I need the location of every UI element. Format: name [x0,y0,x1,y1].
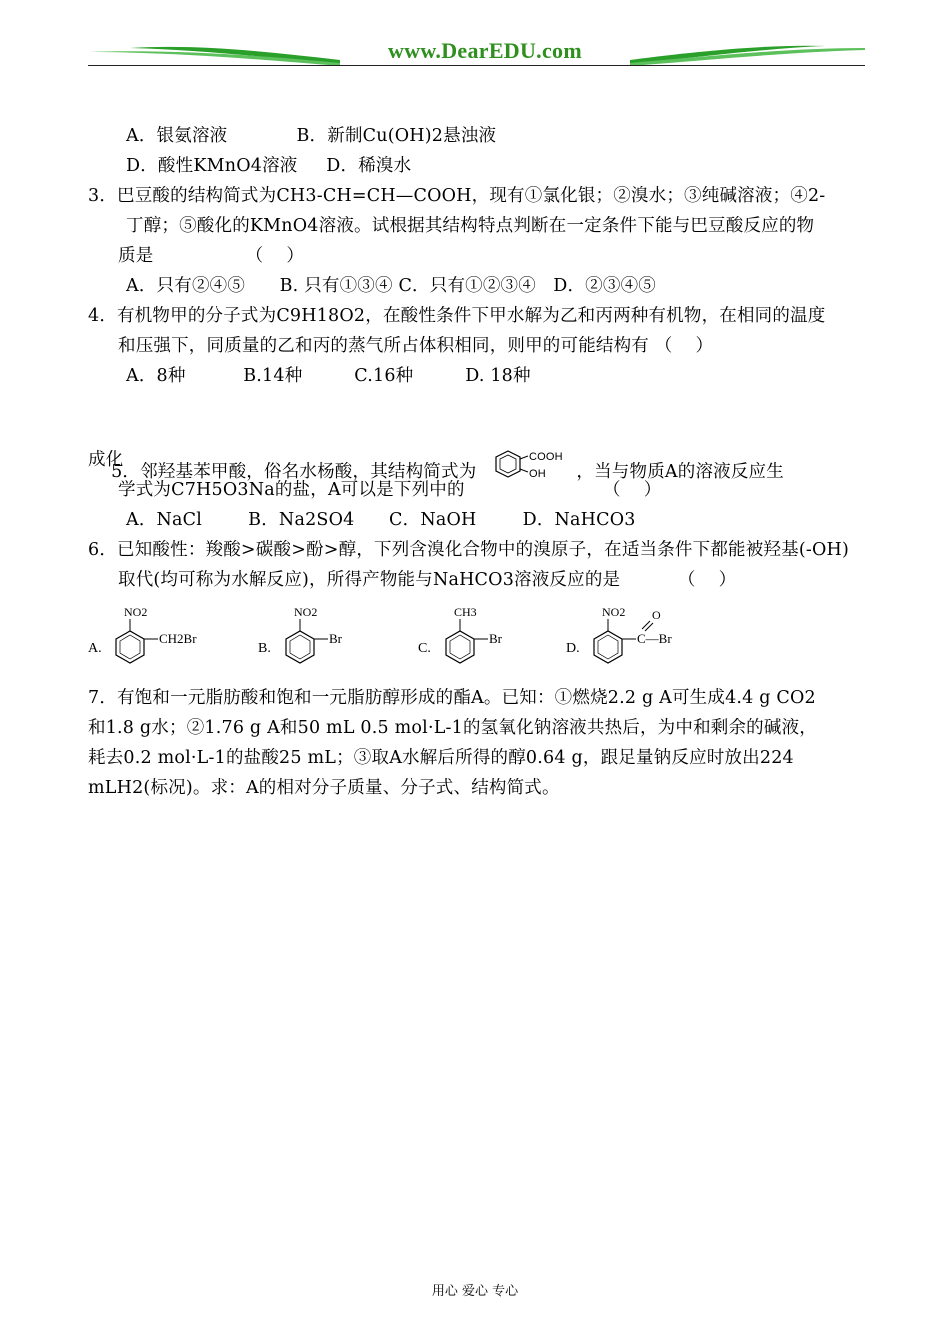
q2-options-cd: D．酸性KMnO4溶液 D．稀溴水 [126,156,412,176]
svg-text:NO2: NO2 [294,605,318,619]
svg-text:C—Br: C—Br [637,631,672,646]
q7-line-4: mLH2(标况)。求：A的相对分子质量、分子式、结构简式。 [88,778,560,798]
q2-options-ab: A．银氨溶液 B．新制Cu(OH)2悬浊液 [126,126,497,146]
q4-line-1: 4．有机物甲的分子式为C9H18O2，在酸性条件下甲水解为乙和丙两种有机物，在相同的温度 [88,306,826,326]
option-c-structure [418,599,548,679]
salicylic-acid-icon [476,447,576,491]
option-b-structure [258,599,388,679]
page-header [90,30,865,75]
svg-text:NO2: NO2 [602,605,626,619]
svg-text:CH2Br: CH2Br [159,631,197,646]
q5-options: A．NaCl B．Na2SO4 C．NaOH D．NaHCO3 [126,510,636,530]
svg-text:B.: B. [258,641,271,656]
benzyl-bromide-icon [88,599,228,679]
q6-structure-options [88,599,863,683]
svg-text:CH3: CH3 [454,605,477,619]
site-logo: www.DearEDU.com [388,38,582,63]
svg-text:C.: C. [418,641,431,656]
bromotoluene-icon [418,599,548,679]
q7-line-1: 7．有饱和一元脂肪酸和饱和一元脂肪醇形成的酯A。已知：①燃烧2.2 g A可生成4.4 g CO2 [88,688,816,708]
q5-text-b: ，当与物质A的溶液反应生 [576,462,784,482]
q5-text-a: 5．邻羟基苯甲酸，俗名水杨酸，其结构简式为 [111,462,477,482]
header-rule [88,65,865,66]
q4-options: A．8种 B.14种 C.16种 D. 18种 [126,366,531,386]
document-body [88,121,863,803]
svg-text:Br: Br [329,631,342,646]
svg-text:A.: A. [88,641,102,656]
svg-text:NO2: NO2 [124,605,148,619]
q3-line-2: 丁醇；⑤酸化的KMnO4溶液。试根据其结构特点判断在一定条件下能与巴豆酸反应的物 [126,216,815,236]
page-footer: 用心 爱心 专心 [431,1284,519,1299]
acyl-bromide-icon [566,599,716,679]
option-d-structure [566,599,716,679]
svg-text:O: O [652,608,661,622]
bromonitrobenzene-icon [258,599,388,679]
q6-line-2: 取代(均可称为水解反应)，所得产物能与NaHCO3溶液反应的是 （ ） [118,570,737,590]
q3-options: A．只有②④⑤ B. 只有①③④ C．只有①②③④ D．②③④⑤ [126,276,656,296]
q5-line-3: 学式为C7H5O3Na的盐，A可以是下列中的 （ ） [118,480,662,500]
q5-line-2: 成化 [88,450,124,470]
q4-line-2: 和压强下，同质量的乙和丙的蒸气所占体积相同，则甲的可能结构有 （ ） [118,336,714,356]
q7-line-2: 和1.8 g水；②1.76 g A和50 mL 0.5 mol·L-1的氢氧化钠溶液共热后，为中和剩余的碱液， [88,718,817,738]
oh-label: OH [529,467,547,480]
q7-line-3: 耗去0.2 mol·L-1的盐酸25 mL；③取A水解后所得的醇0.64 g，跟足量钠反应时放出224 [88,748,794,768]
q3-line-3: 质是 （ ） [118,246,305,266]
svg-text:Br: Br [489,631,502,646]
svg-text:D.: D. [566,641,580,656]
salicylic-acid-structure [476,447,576,491]
q3-line-1: 3．巴豆酸的结构简式为CH3-CH=CH—COOH，现有①氯化银；②溴水；③纯碱溶液；④2- [88,186,826,206]
cooh-label: COOH [529,450,564,463]
option-a-structure [88,599,228,679]
q6-line-1: 6．已知酸性：羧酸>碳酸>酚>醇，下列含溴化合物中的溴原子，在适当条件下都能被羟基(-OH) [88,540,849,560]
